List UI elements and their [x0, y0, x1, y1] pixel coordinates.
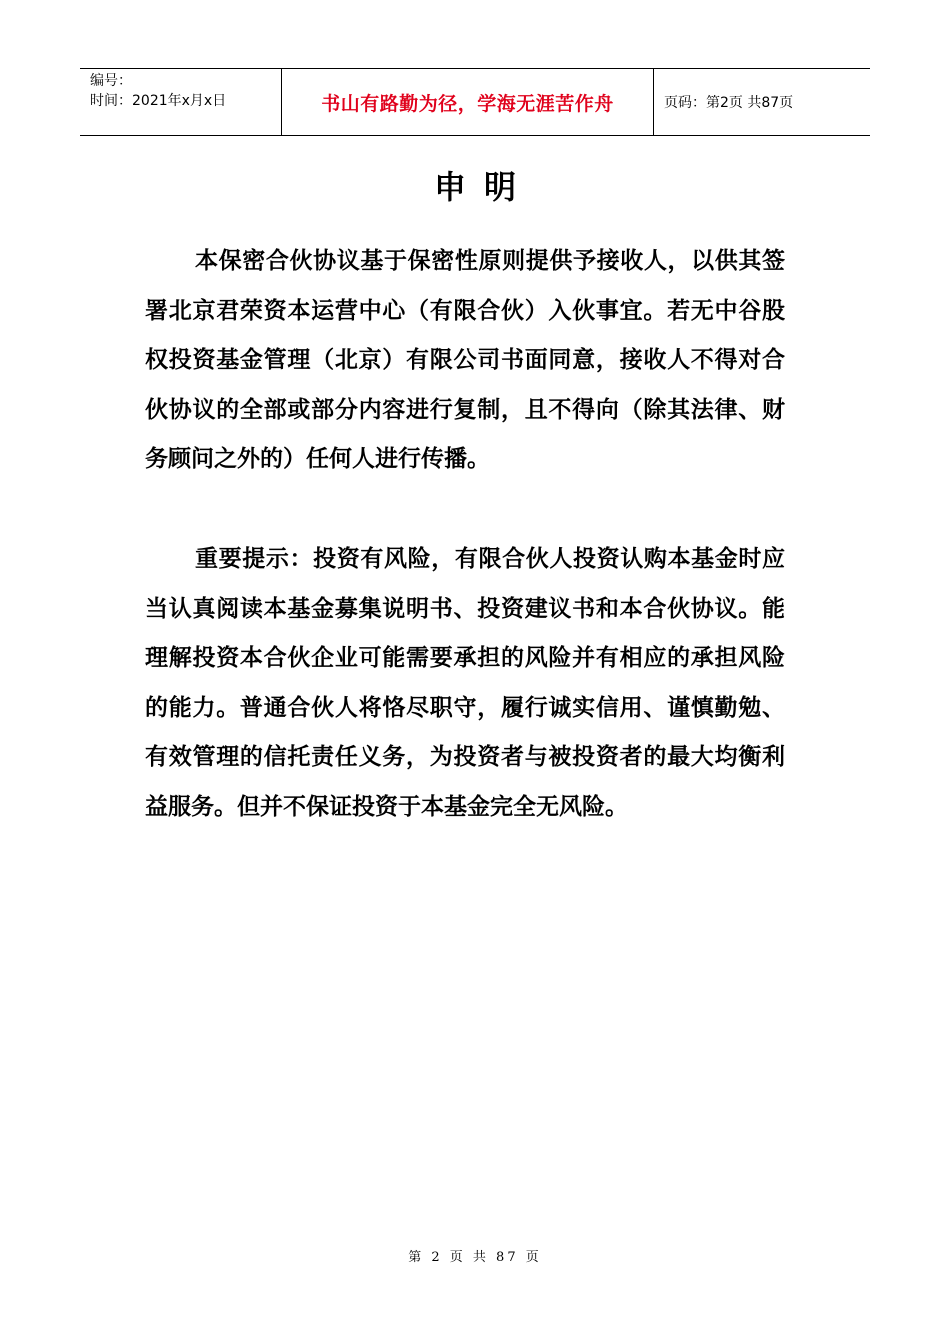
page-header [80, 68, 870, 136]
paragraph-risk-notice: 重要提示：投资有风险，有限合伙人投资认购本基金时应当认真阅读本基金募集说明书、投资建议书和本合伙协议。能理解投资本合伙企业可能需要承担的风险并有相应的承担风险的能力。普通合伙人将恪尽职守，履行诚实信用、谨慎勤勉、有效管理的信托责任义务，为投资者与被投资者的最大均衡利益服务。但并不保证投资于本基金完全无风险。 [145, 546, 785, 820]
document-number-label: 编号： [90, 73, 132, 89]
page-title: 申明 [433, 168, 534, 206]
header-motto: 书山有路勤为径，学海无涯苦作舟 [282, 69, 654, 135]
header-page-info: 页码：第2页 共87页 [664, 95, 794, 111]
paragraph-confidentiality: 本保密合伙协议基于保密性原则提供予接收人，以供其签署北京君荣资本运营中心（有限合伙）入伙事宜。若无中谷股权投资基金管理（北京）有限公司书面同意，接收人不得对合伙协议的全部或部分内容进行复制，且不得向（除其法律、财务顾问之外的）任何人进行传播。 [145, 248, 785, 472]
page-footer: 第 2 页 共 87 页 [408, 1250, 542, 1265]
document-time-label: 时间：2021年x月x日 [90, 93, 227, 109]
header-meta-cell [80, 69, 282, 135]
